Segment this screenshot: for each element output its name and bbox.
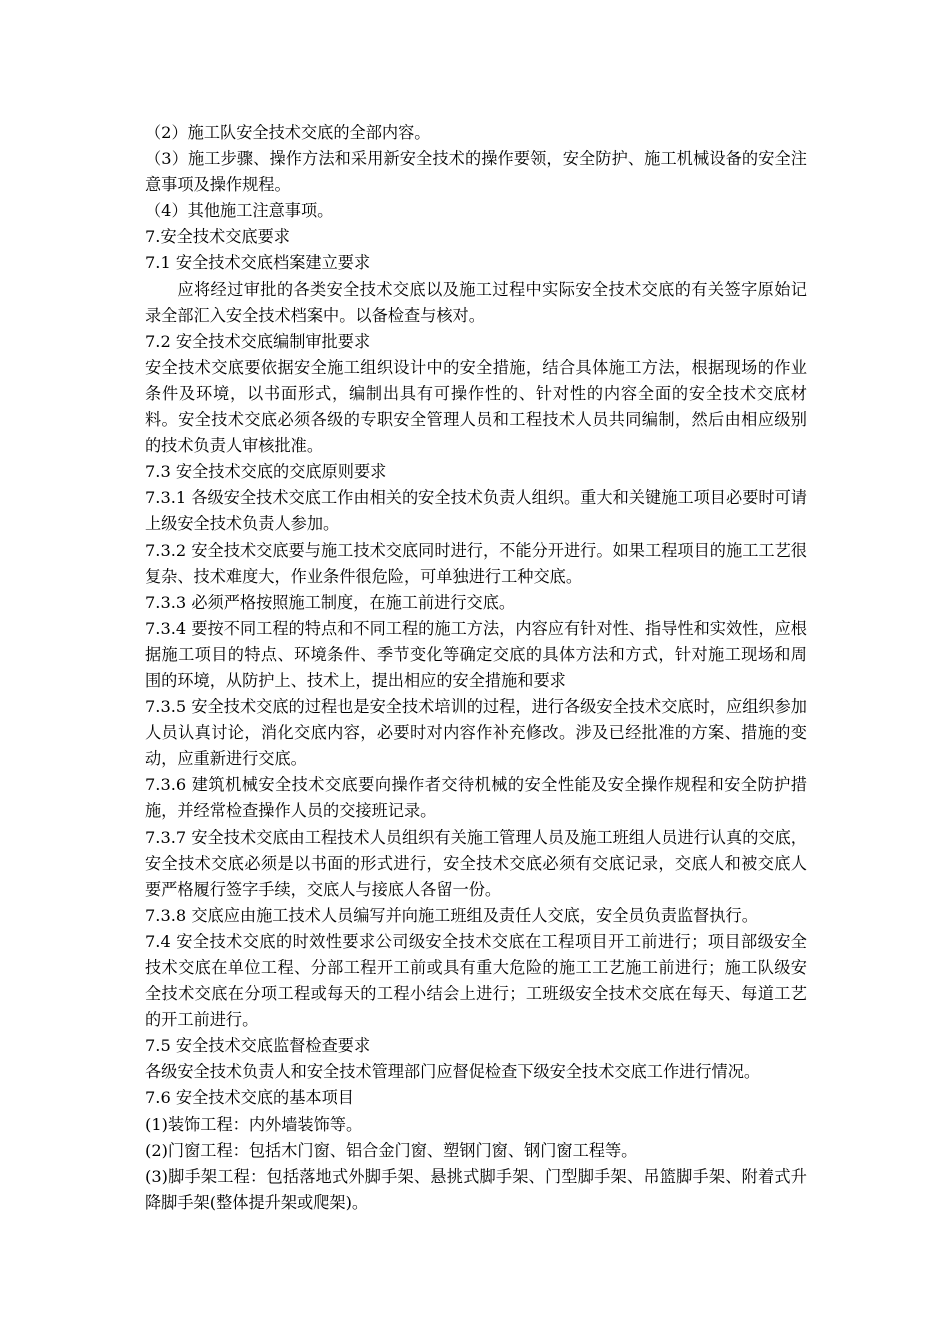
list-item-4: （4）其他施工注意事项。 [145, 201, 334, 221]
paragraph-7-3-8: 7.3.8 交底应由施工技术人员编写并向施工班组及责任人交底，安全员负责监督执行。 [145, 905, 758, 925]
paragraph-7-3-1: 7.3.1 各级安全技术交底工作由相关的安全技术负责人组织。重大和关键施工项目必要时可请上级安全技术负责人参加。 [145, 488, 807, 534]
list-item-3: （3）施工步骤、操作方法和采用新安全技术的操作要领，安全防护、施工机械设备的安全注意事项及操作规程。 [145, 149, 807, 195]
paragraph-7-5-body: 各级安全技术负责人和安全技术管理部门应督促检查下级安全技术交底工作进行情况。 [145, 1062, 761, 1082]
paragraph-7-1-body: 应将经过审批的各类安全技术交底以及施工过程中实际安全技术交底的有关签字原始记录全部汇入安全技术档案中。以备检查与核对。 [145, 279, 807, 325]
subsection-heading-7-1: 7.1 安全技术交底档案建立要求 [145, 253, 371, 273]
subsection-heading-7-2: 7.2 安全技术交底编制审批要求 [145, 331, 371, 351]
section-heading-7: 7.安全技术交底要求 [145, 227, 290, 247]
paragraph-7-3-6: 7.3.6 建筑机械安全技术交底要向操作者交待机械的安全性能及安全操作规程和安全防护措施，并经常检查操作人员的交接班记录。 [145, 775, 807, 821]
paragraph-7-3-5: 7.3.5 安全技术交底的过程也是安全技术培训的过程，进行各级安全技术交底时，应组织参加人员认真讨论，消化交底内容，必要时对内容作补充修改。涉及已经批准的方案、措施的变动，应重新进行交底。 [145, 697, 807, 769]
subsection-heading-7-5: 7.5 安全技术交底监督检查要求 [145, 1036, 371, 1056]
paragraph-7-3-4: 7.3.4 要按不同工程的特点和不同工程的施工方法，内容应有针对性、指导性和实效性，应根据施工项目的特点、环境条件、季节变化等确定交底的具体方法和方式，针对施工现场和周围的环境，从防护上、技术上，提出相应的安全措施和要求 [145, 618, 807, 690]
list-item-7-6-1: (1)装饰工程：内外墙装饰等。 [145, 1114, 363, 1134]
paragraph-7-3-2: 7.3.2 安全技术交底要与施工技术交底同时进行，不能分开进行。如果工程项目的施工工艺很复杂、技术难度大，作业条件很危险，可单独进行工种交底。 [145, 540, 807, 586]
list-item-7-6-3: (3)脚手架工程：包括落地式外脚手架、悬挑式脚手架、门型脚手架、吊篮脚手架、附着式升降脚手架(整体提升架或爬架)。 [145, 1166, 807, 1212]
subsection-heading-7-6: 7.6 安全技术交底的基本项目 [145, 1088, 354, 1108]
paragraph-7-4: 7.4 安全技术交底的时效性要求公司级安全技术交底在工程项目开工前进行；项目部级安全技术交底在单位工程、分部工程开工前或具有重大危险的施工工艺施工前进行；施工队级安全技术交底在分项工程或每天的工程小结会上进行；工班级安全技术交底在每天、每道工艺的开工前进行。 [145, 931, 807, 1030]
paragraph-7-3-7: 7.3.7 安全技术交底由工程技术人员组织有关施工管理人员及施工班组人员进行认真的交底，安全技术交底必须是以书面的形式进行，安全技术交底必须有交底记录，交底人和被交底人要严格履行签字手续，交底人与接底人各留一份。 [145, 827, 807, 899]
list-item-2: （2）施工队安全技术交底的全部内容。 [145, 123, 431, 142]
document-page [145, 120, 807, 1216]
list-item-7-6-2: (2)门窗工程：包括木门窗、铝合金门窗、塑钢门窗、钢门窗工程等。 [145, 1140, 638, 1160]
subsection-heading-7-3: 7.3 安全技术交底的交底原则要求 [145, 462, 387, 482]
paragraph-7-3-3: 7.3.3 必须严格按照施工制度，在施工前进行交底。 [145, 592, 516, 612]
paragraph-7-2-body: 安全技术交底要依据安全施工组织设计中的安全措施，结合具体施工方法，根据现场的作业条件及环境，以书面形式，编制出具有可操作性的、针对性的内容全面的安全技术交底材料。安全技术交底必须各级的专职安全管理人员和工程技术人员共同编制，然后由相应级别的技术负责人审核批准。 [145, 357, 807, 456]
